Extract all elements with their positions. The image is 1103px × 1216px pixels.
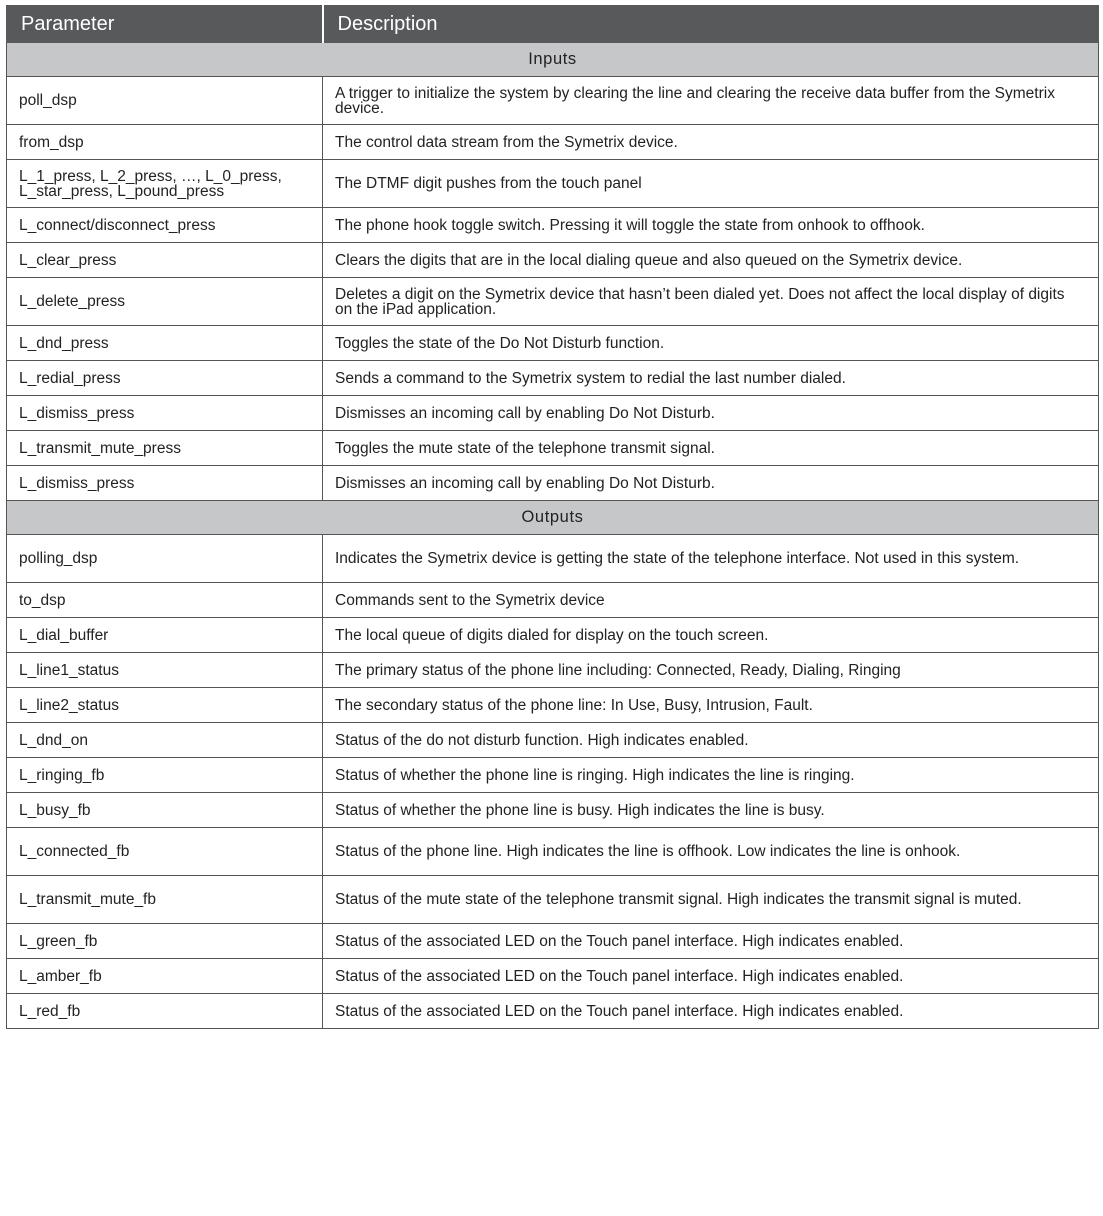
desc-cell: Status of the phone line. High indicates the line is offhook. Low indicates the line is onhook. [323, 828, 1099, 876]
desc-cell: Status of the do not disturb function. High indicates enabled. [323, 723, 1099, 758]
desc-cell: Status of the associated LED on the Touch panel interface. High indicates enabled. [323, 924, 1099, 959]
table-row [7, 924, 1099, 959]
param-cell: L_dial_buffer [7, 618, 323, 653]
param-cell: L_redial_press [7, 361, 323, 396]
param-cell: poll_dsp [7, 77, 323, 125]
section-title: Inputs [7, 43, 1099, 77]
desc-cell: The primary status of the phone line including: Connected, Ready, Dialing, Ringing [323, 653, 1099, 688]
desc-cell: Commands sent to the Symetrix device [323, 583, 1099, 618]
table-row [7, 431, 1099, 466]
table-row [7, 243, 1099, 278]
table-header-row [7, 6, 1099, 43]
table-row [7, 688, 1099, 723]
desc-cell: The DTMF digit pushes from the touch panel [323, 160, 1099, 208]
desc-cell: Status of whether the phone line is ringing. High indicates the line is ringing. [323, 758, 1099, 793]
table-row [7, 160, 1099, 208]
table-row [7, 535, 1099, 583]
table-row [7, 994, 1099, 1029]
desc-cell: The local queue of digits dialed for display on the touch screen. [323, 618, 1099, 653]
desc-cell: Clears the digits that are in the local dialing queue and also queued on the Symetrix device. [323, 243, 1099, 278]
param-cell: to_dsp [7, 583, 323, 618]
param-cell: L_ringing_fb [7, 758, 323, 793]
table-row [7, 959, 1099, 994]
desc-cell: Deletes a digit on the Symetrix device that hasn’t been dialed yet. Does not affect the local display of digits on the iPad application. [323, 278, 1099, 326]
table-row [7, 77, 1099, 125]
table-row [7, 466, 1099, 501]
table-row [7, 876, 1099, 924]
table-row [7, 361, 1099, 396]
param-cell: L_connected_fb [7, 828, 323, 876]
param-cell: L_busy_fb [7, 793, 323, 828]
table-row [7, 396, 1099, 431]
desc-cell: Dismisses an incoming call by enabling Do Not Disturb. [323, 396, 1099, 431]
desc-cell: Indicates the Symetrix device is getting the state of the telephone interface. Not used in this system. [323, 535, 1099, 583]
desc-cell: The phone hook toggle switch. Pressing it will toggle the state from onhook to offhook. [323, 208, 1099, 243]
desc-cell: Status of the mute state of the telephone transmit signal. High indicates the transmit signal is muted. [323, 876, 1099, 924]
param-cell: L_dnd_press [7, 326, 323, 361]
desc-cell: Toggles the mute state of the telephone transmit signal. [323, 431, 1099, 466]
table-row [7, 208, 1099, 243]
param-cell: L_transmit_mute_press [7, 431, 323, 466]
param-cell: L_connect/disconnect_press [7, 208, 323, 243]
desc-cell: Status of the associated LED on the Touch panel interface. High indicates enabled. [323, 994, 1099, 1029]
desc-cell: Dismisses an incoming call by enabling Do Not Disturb. [323, 466, 1099, 501]
section-title: Outputs [7, 501, 1099, 535]
param-cell: L_dismiss_press [7, 466, 323, 501]
param-cell: L_red_fb [7, 994, 323, 1029]
desc-cell: Toggles the state of the Do Not Disturb function. [323, 326, 1099, 361]
param-cell: L_1_press, L_2_press, …, L_0_press, L_star_press, L_pound_press [7, 160, 323, 208]
param-cell: L_dnd_on [7, 723, 323, 758]
header-description: Description [323, 6, 1099, 43]
param-cell: L_line2_status [7, 688, 323, 723]
param-cell: L_green_fb [7, 924, 323, 959]
desc-cell: Sends a command to the Symetrix system to redial the last number dialed. [323, 361, 1099, 396]
param-cell: L_transmit_mute_fb [7, 876, 323, 924]
table-row [7, 828, 1099, 876]
table-row [7, 618, 1099, 653]
table-row [7, 758, 1099, 793]
table-row [7, 326, 1099, 361]
desc-cell: Status of the associated LED on the Touch panel interface. High indicates enabled. [323, 959, 1099, 994]
table-row [7, 793, 1099, 828]
header-parameter: Parameter [7, 6, 323, 43]
desc-cell: A trigger to initialize the system by clearing the line and clearing the receive data buffer from the Symetrix device. [323, 77, 1099, 125]
param-cell: L_dismiss_press [7, 396, 323, 431]
param-cell: L_amber_fb [7, 959, 323, 994]
desc-cell: Status of whether the phone line is busy. High indicates the line is busy. [323, 793, 1099, 828]
desc-cell: The secondary status of the phone line: In Use, Busy, Intrusion, Fault. [323, 688, 1099, 723]
section-row-outputs [7, 501, 1099, 535]
param-cell: L_clear_press [7, 243, 323, 278]
param-cell: L_line1_status [7, 653, 323, 688]
table-row [7, 653, 1099, 688]
table-row [7, 583, 1099, 618]
desc-cell: The control data stream from the Symetrix device. [323, 125, 1099, 160]
param-cell: from_dsp [7, 125, 323, 160]
parameter-table [6, 5, 1099, 1029]
param-cell: polling_dsp [7, 535, 323, 583]
section-row-inputs [7, 43, 1099, 77]
param-cell: L_delete_press [7, 278, 323, 326]
table-row [7, 125, 1099, 160]
table-row [7, 278, 1099, 326]
table-row [7, 723, 1099, 758]
